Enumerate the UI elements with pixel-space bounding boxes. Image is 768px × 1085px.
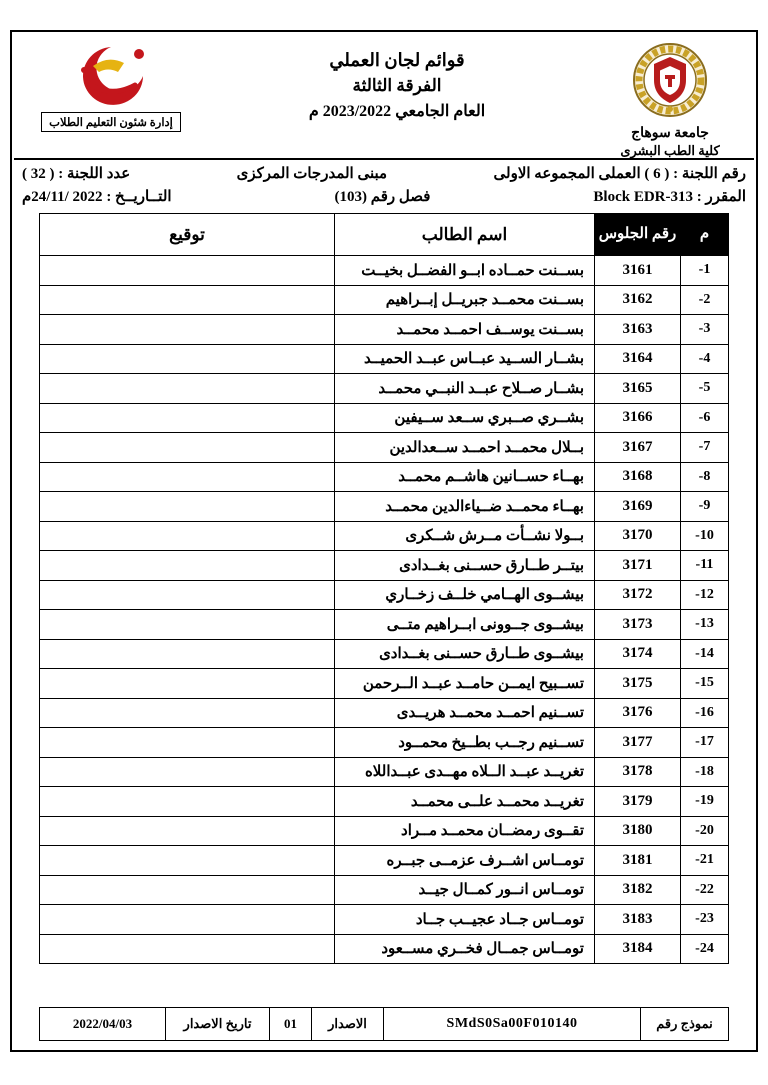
- university-identity: [594, 42, 746, 158]
- seat-number: 3162: [595, 285, 681, 315]
- signature-cell: [40, 846, 335, 876]
- table-row: [40, 580, 729, 610]
- info-row-1: [12, 160, 756, 183]
- table-row: [40, 934, 729, 964]
- signature-cell: [40, 492, 335, 522]
- col-header-seat-number: رقم الجلوس: [595, 214, 681, 256]
- table-header-row: [40, 214, 729, 256]
- table-row: [40, 728, 729, 758]
- student-name: تومــاس جــاد عجيــب جــاد: [335, 905, 595, 935]
- signature-cell: [40, 639, 335, 669]
- seat-number: 3183: [595, 905, 681, 935]
- row-index: -10: [681, 521, 729, 551]
- signature-cell: [40, 728, 335, 758]
- date-suffix: م: [22, 189, 32, 205]
- seat-number: 3171: [595, 551, 681, 581]
- student-name: بيشــوى طــارق حســنى بغــدادى: [335, 639, 595, 669]
- info-row-2: [12, 183, 756, 206]
- issue-label: الاصدار: [312, 1008, 384, 1041]
- row-index: -9: [681, 492, 729, 522]
- faculty-name: كلية الطب البشرى: [620, 142, 720, 158]
- seat-number: 3179: [595, 787, 681, 817]
- row-index: -11: [681, 551, 729, 581]
- form-code: SMdS0Sa00F010140: [384, 1008, 641, 1041]
- student-name: تســنيم احمــد محمــد هريــدى: [335, 698, 595, 728]
- student-name: بيشــوى جــوونى ابــراهيم متــى: [335, 610, 595, 640]
- row-index: -13: [681, 610, 729, 640]
- student-name: بشــري صــبري ســعد ســيفين: [335, 403, 595, 433]
- seat-number: 3174: [595, 639, 681, 669]
- form-footer-row: [40, 1008, 729, 1041]
- form-footer: [39, 1007, 729, 1041]
- seat-number: 3182: [595, 875, 681, 905]
- students-affairs-logo: [59, 42, 163, 108]
- table-row: [40, 757, 729, 787]
- table-row: [40, 787, 729, 817]
- row-index: -7: [681, 433, 729, 463]
- table-row: [40, 462, 729, 492]
- row-index: -23: [681, 905, 729, 935]
- student-name: تغريــد عبــد الــلاه مهــدى عبــداللاه: [335, 757, 595, 787]
- col-header-index: م: [681, 214, 729, 256]
- student-name: تقــوى رمضــان محمــد مــراد: [335, 816, 595, 846]
- signature-cell: [40, 875, 335, 905]
- admin-box-label: إدارة شئون التعليم الطلاب: [41, 112, 181, 132]
- header: [12, 32, 756, 156]
- building-name: مبنى المدرجات المركزى: [236, 166, 388, 182]
- signature-cell: [40, 669, 335, 699]
- seat-number: 3164: [595, 344, 681, 374]
- seat-number: 3161: [595, 256, 681, 286]
- student-name: بســنت يوســف احمــد محمــد: [335, 315, 595, 345]
- table-row: [40, 639, 729, 669]
- table-row: [40, 344, 729, 374]
- signature-cell: [40, 787, 335, 817]
- signature-cell: [40, 610, 335, 640]
- table-row: [40, 669, 729, 699]
- seat-number: 3165: [595, 374, 681, 404]
- row-index: -12: [681, 580, 729, 610]
- student-name: بــولا نشــأت مــرش شــكرى: [335, 521, 595, 551]
- table-row: [40, 521, 729, 551]
- row-index: -14: [681, 639, 729, 669]
- issue-date-value: 2022/04/03: [40, 1008, 166, 1041]
- row-index: -20: [681, 816, 729, 846]
- seat-number: 3163: [595, 315, 681, 345]
- row-index: -24: [681, 934, 729, 964]
- form-number-label: نموذج رقم: [641, 1008, 729, 1041]
- student-name: تغريــد محمــد علــى محمــد: [335, 787, 595, 817]
- committee-number: رقم اللجنة : ( 6 ) العملى المجموعه الاولى: [493, 166, 746, 182]
- table-row: [40, 492, 729, 522]
- seat-number: 3175: [595, 669, 681, 699]
- student-name: تومــاس اشــرف عزمــى جبــره: [335, 846, 595, 876]
- date-field: [22, 187, 172, 206]
- page-border-frame: [10, 30, 758, 1052]
- signature-cell: [40, 374, 335, 404]
- title-line-3: العام الجامعي 2023/2022 م: [308, 103, 486, 120]
- student-name: بســنت حمــاده ابــو الفضــل بخيــت: [335, 256, 595, 286]
- col-header-student-name: اسم الطالب: [335, 214, 595, 256]
- signature-cell: [40, 315, 335, 345]
- row-index: -1: [681, 256, 729, 286]
- date-value: 24/11/ 2022: [31, 189, 103, 205]
- seat-number: 3177: [595, 728, 681, 758]
- table-row: [40, 256, 729, 286]
- student-name: بــلال محمــد احمــد ســعدالدين: [335, 433, 595, 463]
- course-code: Block EDR-313: [593, 189, 693, 205]
- signature-cell: [40, 905, 335, 935]
- table-row: [40, 374, 729, 404]
- students-table: [39, 213, 729, 964]
- row-index: -15: [681, 669, 729, 699]
- seat-number: 3167: [595, 433, 681, 463]
- student-name: بشــار صــلاح عبــد النبــي محمــد: [335, 374, 595, 404]
- row-index: -3: [681, 315, 729, 345]
- row-index: -18: [681, 757, 729, 787]
- seat-number: 3172: [595, 580, 681, 610]
- seat-number: 3184: [595, 934, 681, 964]
- row-index: -8: [681, 462, 729, 492]
- signature-cell: [40, 551, 335, 581]
- student-name: بيشــوى الهــامي خلــف زخــاري: [335, 580, 595, 610]
- table-row: [40, 875, 729, 905]
- table-row: [40, 905, 729, 935]
- issue-value: 01: [270, 1008, 312, 1041]
- row-index: -17: [681, 728, 729, 758]
- row-index: -16: [681, 698, 729, 728]
- signature-cell: [40, 256, 335, 286]
- course-label: المقرر :: [696, 189, 746, 205]
- student-name: بيتــر طــارق حســنى بغــدادى: [335, 551, 595, 581]
- title-line-2: الفرقة الثالثة: [352, 76, 442, 95]
- signature-cell: [40, 757, 335, 787]
- student-name: تومــاس انــور كمــال جيــد: [335, 875, 595, 905]
- signature-cell: [40, 521, 335, 551]
- issue-date-label: تاريخ الاصدار: [166, 1008, 270, 1041]
- signature-cell: [40, 285, 335, 315]
- student-name: تســنيم رجــب بطــيخ محمــود: [335, 728, 595, 758]
- table-row: [40, 315, 729, 345]
- table-row: [40, 551, 729, 581]
- signature-cell: [40, 433, 335, 463]
- student-name: بهــاء محمــد ضــياءالدين محمــد: [335, 492, 595, 522]
- seat-number: 3168: [595, 462, 681, 492]
- signature-cell: [40, 344, 335, 374]
- student-name: تســبيح ايمــن حامــد عبــد الــرحمن: [335, 669, 595, 699]
- row-index: -22: [681, 875, 729, 905]
- document-title-block: [200, 42, 594, 121]
- student-name: بشــار الســيد عبــاس عبــد الحميــد: [335, 344, 595, 374]
- signature-cell: [40, 698, 335, 728]
- seat-number: 3178: [595, 757, 681, 787]
- student-name: بســنت محمــد جبريــل إبــراهيم: [335, 285, 595, 315]
- signature-cell: [40, 462, 335, 492]
- row-index: -2: [681, 285, 729, 315]
- student-rows: [40, 256, 729, 964]
- col-header-signature: توقيع: [40, 214, 335, 256]
- table-row: [40, 846, 729, 876]
- students-affairs-identity: [22, 42, 200, 132]
- seat-number: 3170: [595, 521, 681, 551]
- signature-cell: [40, 816, 335, 846]
- seat-number: 3169: [595, 492, 681, 522]
- row-index: -5: [681, 374, 729, 404]
- date-label: التــاريــخ :: [106, 189, 172, 205]
- committee-count: عدد اللجنة : ( 32 ): [22, 166, 131, 182]
- row-index: -6: [681, 403, 729, 433]
- seat-number: 3180: [595, 816, 681, 846]
- title-line-1: قوائم لجان العملي: [329, 50, 465, 70]
- signature-cell: [40, 580, 335, 610]
- student-name: بهــاء حســانين هاشــم محمــد: [335, 462, 595, 492]
- signature-cell: [40, 934, 335, 964]
- signature-cell: [40, 403, 335, 433]
- seat-number: 3166: [595, 403, 681, 433]
- row-index: -19: [681, 787, 729, 817]
- table-row: [40, 285, 729, 315]
- table-row: [40, 433, 729, 463]
- table-row: [40, 610, 729, 640]
- table-row: [40, 816, 729, 846]
- room-number: فصل رقم (103): [334, 189, 431, 205]
- table-row: [40, 698, 729, 728]
- university-name: جامعة سوهاج: [631, 126, 709, 141]
- seat-number: 3181: [595, 846, 681, 876]
- course-field: [593, 187, 746, 206]
- seat-number: 3173: [595, 610, 681, 640]
- student-name: تومــاس جمــال فخــري مســعود: [335, 934, 595, 964]
- row-index: -21: [681, 846, 729, 876]
- row-index: -4: [681, 344, 729, 374]
- table-row: [40, 403, 729, 433]
- faculty-of-medicine-logo: [632, 42, 708, 118]
- seat-number: 3176: [595, 698, 681, 728]
